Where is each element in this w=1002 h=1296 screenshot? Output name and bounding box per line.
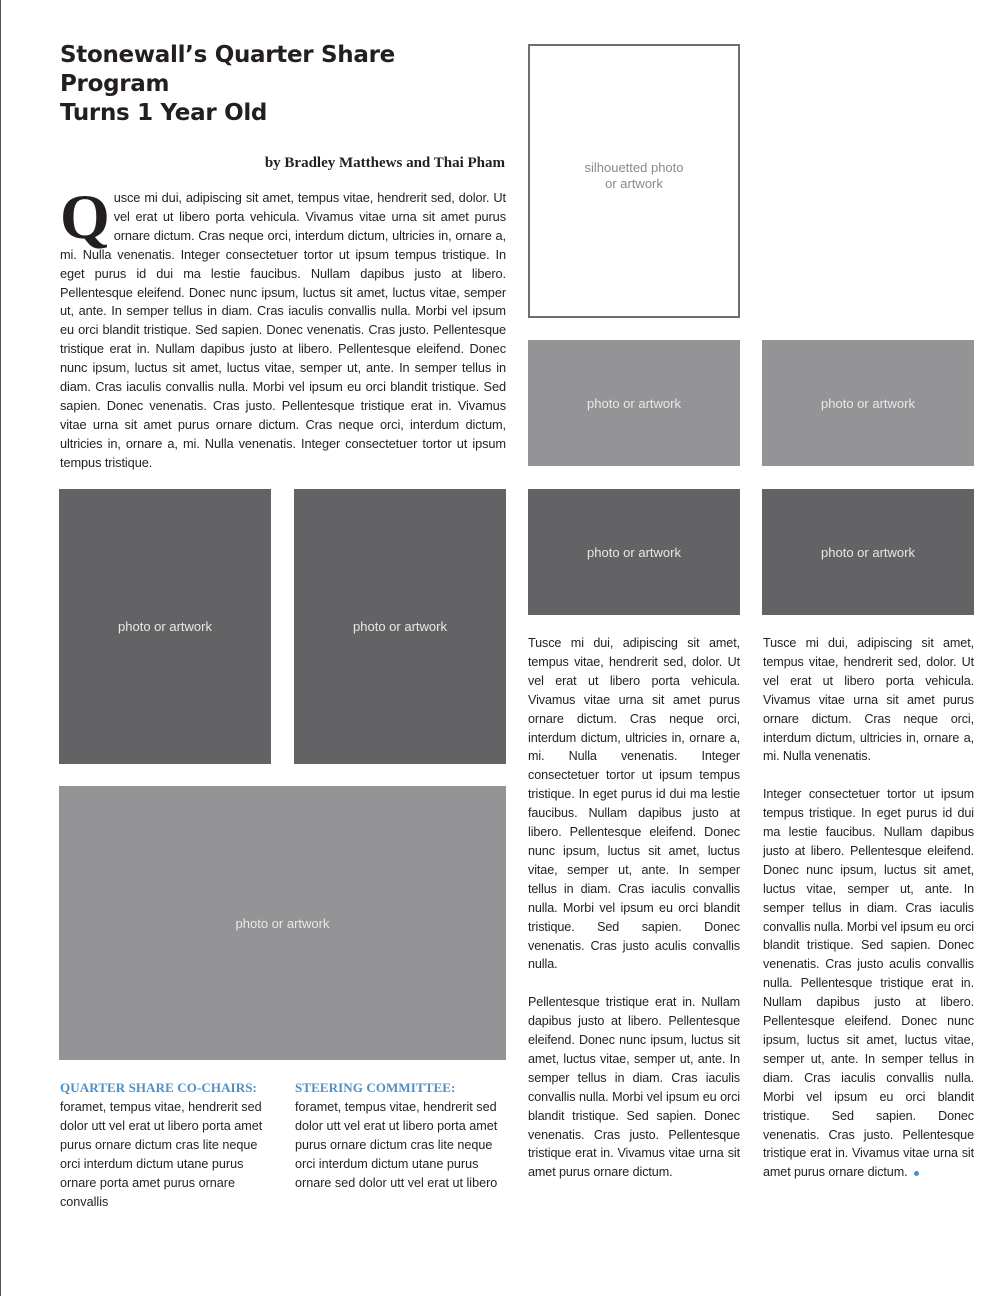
body-column-4 — [763, 634, 974, 1182]
steering-committee-text: foramet, tempus vitae, hendrerit sed dolor utt vel erat ut libero porta amet purus ornare dictum cras lite neque orci interdum dictum utane purus ornare sed dolor utt vel erat ut libero — [295, 1100, 498, 1190]
column-paragraph: Tusce mi dui, adipiscing sit amet, tempus vitae, hendrerit sed, dolor. Ut vel erat ut libero porta vehicula. Vivamus vitae urna sit amet purus ornare dictum. Cras neque orci, interdum dictum, ultricies in, ornare a, mi. Nulla venenatis. — [763, 636, 974, 764]
photo-placeholder: photo or artwork — [294, 489, 506, 764]
photo-placeholder: photo or artwork — [528, 340, 740, 466]
steering-committee-heading: STEERING COMMITTEE: — [295, 1080, 456, 1095]
end-mark-icon — [914, 1171, 919, 1176]
photo-placeholder: photo or artwork — [59, 489, 271, 764]
lead-paragraph — [60, 181, 506, 473]
lead-paragraph-text: usce mi dui, adipiscing sit amet, tempus vitae, hendrerit sed, dolor. Ut vel erat ut libero porta vehicula. Vivamus vitae urna sit amet purus ornare dictum. Cras neque orci, interdum dictum, ultricies in, ornare a, mi. Nulla venenatis. Integer consectetuer tortor ut ipsum tempus tristique. In eget purus id dui ma lestie faucibus. Nullam dapibus justo at libero. Pellentesque eleifend. Donec nunc ipsum, luctus sit amet, luctus vitae, semper ut, ante. In semper tellus in diam. Cras iaculis convallis nulla. Morbi vel ipsum eu orci blandit tristique. Sed sapien. Donec venenatis. Cras justo. Pellentesque tristique erat in. Nullam dapibus justo at libero. Pellentesque eleifend. Donec nunc ipsum, luctus sit amet, luctus vitae, semper ut, ante. In semper tellus in diam. Cras iaculis convallis nulla. Morbi vel ipsum eu orci blandit tristique. Sed sapien. Donec venenatis. Cras justo. Pellentesque tristique erat in. Vivamus vitae urna sit amet purus ornare dictum. Cras neque orci, interdum dictum, ultricies in, ornare a, mi. Nulla venenatis. Integer consectetuer tortor ut ipsum tempus tristique. — [60, 190, 506, 470]
photo-placeholder: photo or artwork — [762, 489, 974, 615]
page-left-edge — [0, 0, 1, 1296]
column-paragraph — [763, 785, 974, 1182]
column-paragraph: Tusce mi dui, adipiscing sit amet, tempus vitae, hendrerit sed, dolor. Ut vel erat ut libero porta vehicula. Vivamus vitae urna sit amet purus ornare dictum. Cras neque orci, interdum dictum, ultricies in, ornare a, mi. Nulla venenatis. Integer consectetuer tortor ut ipsum tempus tristique. In eget purus id dui ma lestie faucibus. Nullam dapibus justo at libero. Pellentesque eleifend. Donec nunc ipsum, luctus sit amet, luctus vitae, semper ut, ante. In semper tellus in diam. Cras iaculis convallis nulla. Morbi vel ipsum eu orci blandit tristique. Sed sapien. Donec venenatis. Cras justo aculis convallis nulla. — [528, 636, 740, 972]
cochairs-text: foramet, tempus vitae, hendrerit sed dolor utt vel erat ut libero porta amet purus ornare dictum cras lite neque orci interdum dictum utane purus ornare porta amet purus ornare convallis — [60, 1100, 263, 1209]
body-column-3 — [528, 634, 740, 1182]
cochairs-heading: QUARTER SHARE CO-CHAIRS: — [60, 1080, 257, 1095]
column-paragraph-text: Integer consectetuer tortor ut ipsum tempus tristique. In eget purus id dui ma lestie faucibus. Nullam dapibus justo at libero. Pellentesque eleifend. Donec nunc ipsum, luctus sit amet, luctus vitae, semper ut, ante. In semper tellus in diam. Cras iaculis convallis nulla. Morbi vel ipsum eu orci blandit tristique. Sed sapien. Donec venenatis. Cras justo aculis convallis nulla. Pellentesque tristique erat in. Nullam dapibus justo at libero. Pellentesque eleifend. Donec nunc ipsum, luctus sit amet, luctus vitae, semper ut, ante. In semper tellus in diam. Cras iaculis convallis nulla. Morbi vel ipsum eu orci blandit tristique. Sed sapien. Donec venenatis. Cras justo. Pellentesque tristique erat in. Vivamus vitae urna sit amet purus ornare dictum. — [763, 787, 974, 1180]
photo-placeholder-large: photo or artwork — [59, 786, 506, 1060]
photo-placeholder: photo or artwork — [528, 489, 740, 615]
drop-cap: Q — [60, 181, 110, 252]
article-title-line-2: Turns 1 Year Old — [60, 100, 268, 126]
article-title — [60, 41, 510, 128]
byline: by Bradley Matthews and Thai Pham — [264, 155, 505, 171]
article-title-line-1: Stonewall’s Quarter Share Program — [60, 42, 395, 97]
photo-placeholder: photo or artwork — [762, 340, 974, 466]
column-paragraph: Pellentesque tristique erat in. Nullam dapibus justo at libero. Pellentesque eleifend. Donec nunc ipsum, luctus sit amet, luctus vitae, semper ut, ante. In semper tellus in diam. Cras iaculis convallis nulla. Morbi vel ipsum eu orci blandit tristique. Sed sapien. Donec venenatis. Cras justo. Pellentesque tristique erat in. Vivamus vitae urna sit amet purus ornare dictum. — [528, 995, 740, 1180]
silhouetted-photo-placeholder: silhouetted photo or artwork — [528, 44, 740, 318]
